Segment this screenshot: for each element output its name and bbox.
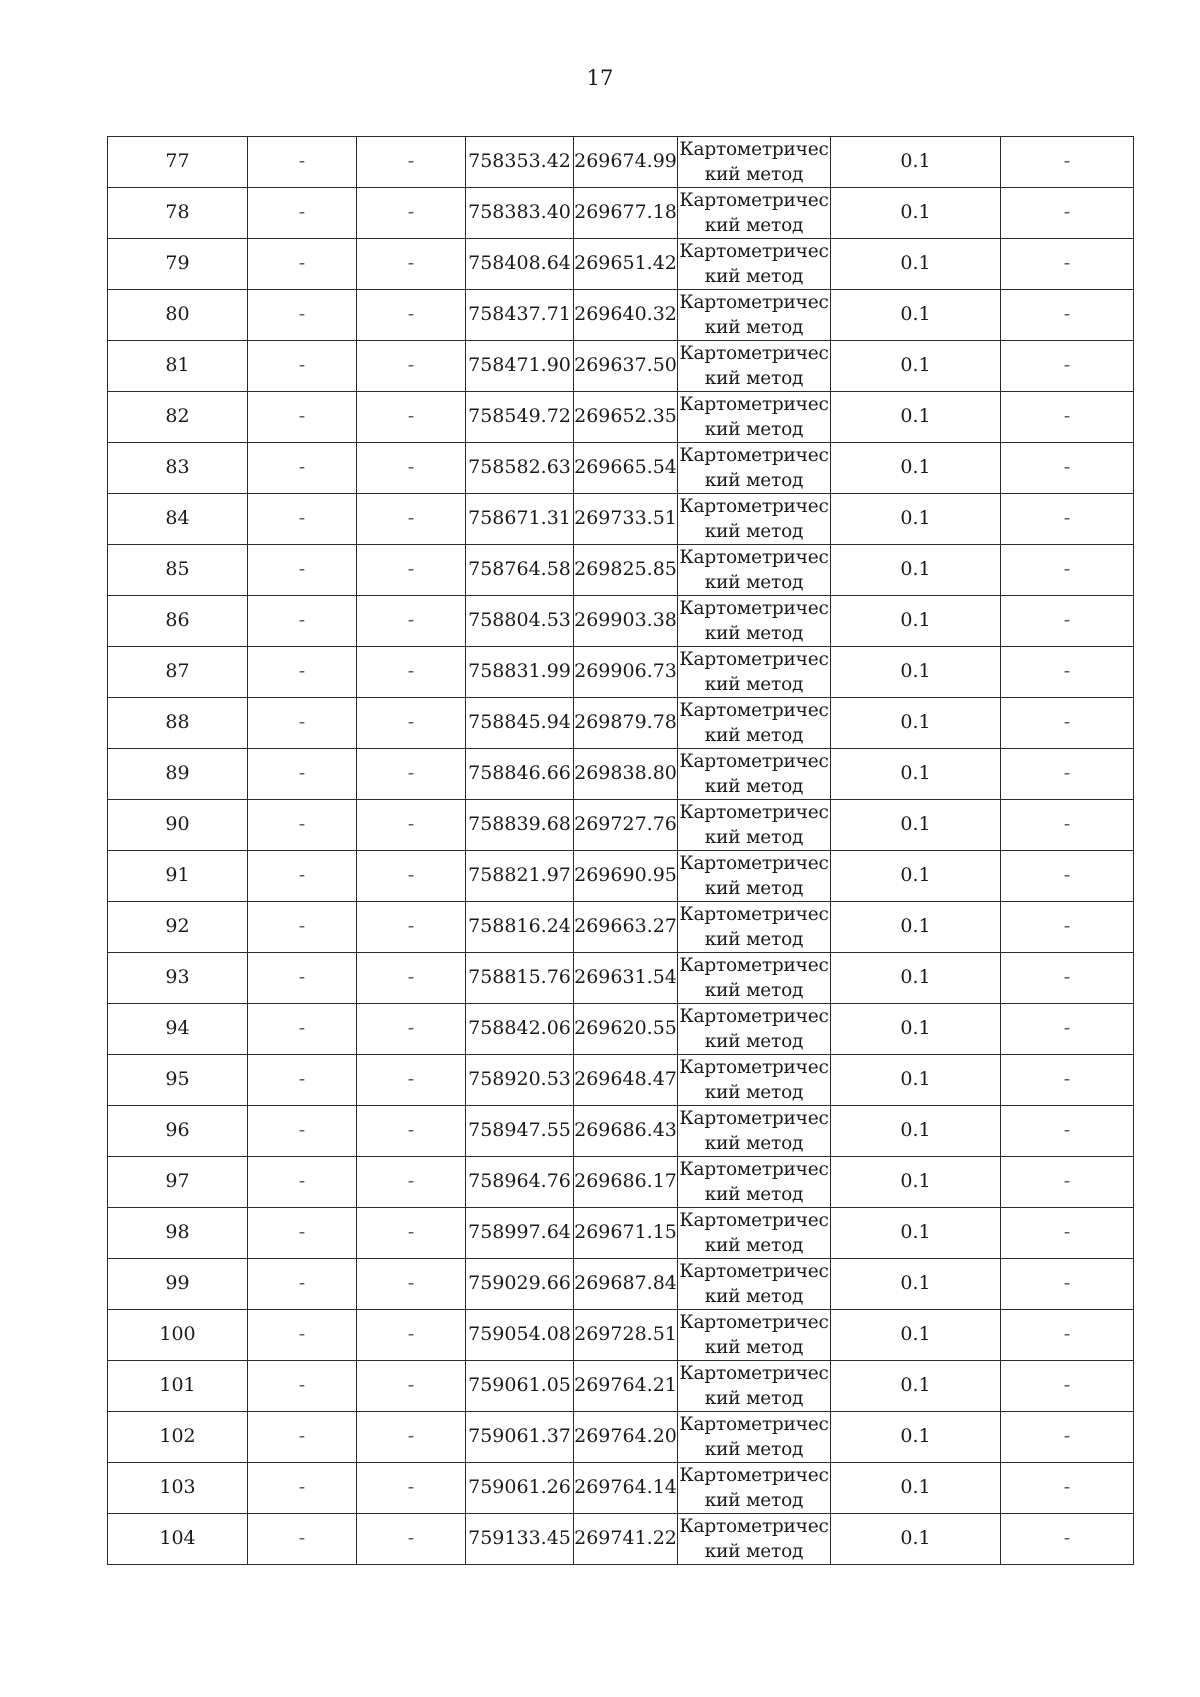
y-coordinate-cell: 269903.38 bbox=[574, 596, 678, 647]
method-cell: Картометричес кий метод bbox=[678, 188, 831, 239]
accuracy-cell: 0.1 bbox=[831, 545, 1001, 596]
table-row bbox=[108, 953, 1134, 1004]
empty-cell: - bbox=[248, 290, 357, 341]
point-number-cell: 93 bbox=[108, 953, 248, 1004]
empty-cell: - bbox=[357, 1412, 466, 1463]
empty-cell: - bbox=[248, 800, 357, 851]
empty-cell: - bbox=[248, 1004, 357, 1055]
empty-cell: - bbox=[248, 596, 357, 647]
empty-cell: - bbox=[1001, 953, 1134, 1004]
y-coordinate-cell: 269665.54 bbox=[574, 443, 678, 494]
empty-cell: - bbox=[1001, 239, 1134, 290]
empty-cell: - bbox=[357, 749, 466, 800]
table-row bbox=[108, 1361, 1134, 1412]
accuracy-cell: 0.1 bbox=[831, 239, 1001, 290]
empty-cell: - bbox=[1001, 1514, 1134, 1565]
empty-cell: - bbox=[248, 1310, 357, 1361]
x-coordinate-cell: 758582.63 bbox=[466, 443, 574, 494]
method-cell: Картометричес кий метод bbox=[678, 902, 831, 953]
point-number-cell: 92 bbox=[108, 902, 248, 953]
x-coordinate-cell: 758815.76 bbox=[466, 953, 574, 1004]
x-coordinate-cell: 759061.05 bbox=[466, 1361, 574, 1412]
empty-cell: - bbox=[357, 443, 466, 494]
method-cell: Картометричес кий метод bbox=[678, 494, 831, 545]
table-row bbox=[108, 1208, 1134, 1259]
empty-cell: - bbox=[357, 341, 466, 392]
table-row bbox=[108, 698, 1134, 749]
y-coordinate-cell: 269764.14 bbox=[574, 1463, 678, 1514]
empty-cell: - bbox=[248, 1259, 357, 1310]
table-row bbox=[108, 1106, 1134, 1157]
point-number-cell: 89 bbox=[108, 749, 248, 800]
empty-cell: - bbox=[248, 1361, 357, 1412]
method-cell: Картометричес кий метод bbox=[678, 341, 831, 392]
empty-cell: - bbox=[248, 1106, 357, 1157]
point-number-cell: 91 bbox=[108, 851, 248, 902]
empty-cell: - bbox=[357, 188, 466, 239]
point-number-cell: 84 bbox=[108, 494, 248, 545]
y-coordinate-cell: 269620.55 bbox=[574, 1004, 678, 1055]
table-row bbox=[108, 239, 1134, 290]
method-cell: Картометричес кий метод bbox=[678, 1055, 831, 1106]
accuracy-cell: 0.1 bbox=[831, 1310, 1001, 1361]
accuracy-cell: 0.1 bbox=[831, 1412, 1001, 1463]
y-coordinate-cell: 269825.85 bbox=[574, 545, 678, 596]
empty-cell: - bbox=[1001, 1055, 1134, 1106]
empty-cell: - bbox=[357, 851, 466, 902]
empty-cell: - bbox=[357, 1157, 466, 1208]
y-coordinate-cell: 269686.43 bbox=[574, 1106, 678, 1157]
y-coordinate-cell: 269677.18 bbox=[574, 188, 678, 239]
x-coordinate-cell: 759054.08 bbox=[466, 1310, 574, 1361]
empty-cell: - bbox=[248, 1055, 357, 1106]
empty-cell: - bbox=[248, 902, 357, 953]
empty-cell: - bbox=[248, 545, 357, 596]
empty-cell: - bbox=[1001, 1106, 1134, 1157]
point-number-cell: 100 bbox=[108, 1310, 248, 1361]
empty-cell: - bbox=[1001, 341, 1134, 392]
empty-cell: - bbox=[1001, 1208, 1134, 1259]
empty-cell: - bbox=[357, 137, 466, 188]
method-cell: Картометричес кий метод bbox=[678, 545, 831, 596]
empty-cell: - bbox=[1001, 851, 1134, 902]
empty-cell: - bbox=[357, 1361, 466, 1412]
point-number-cell: 94 bbox=[108, 1004, 248, 1055]
table-row bbox=[108, 749, 1134, 800]
method-cell: Картометричес кий метод bbox=[678, 851, 831, 902]
y-coordinate-cell: 269651.42 bbox=[574, 239, 678, 290]
empty-cell: - bbox=[248, 698, 357, 749]
empty-cell: - bbox=[1001, 1463, 1134, 1514]
method-cell: Картометричес кий метод bbox=[678, 953, 831, 1004]
empty-cell: - bbox=[1001, 290, 1134, 341]
empty-cell: - bbox=[248, 1412, 357, 1463]
x-coordinate-cell: 759061.26 bbox=[466, 1463, 574, 1514]
method-cell: Картометричес кий метод bbox=[678, 1157, 831, 1208]
empty-cell: - bbox=[248, 239, 357, 290]
y-coordinate-cell: 269764.20 bbox=[574, 1412, 678, 1463]
x-coordinate-cell: 758804.53 bbox=[466, 596, 574, 647]
accuracy-cell: 0.1 bbox=[831, 341, 1001, 392]
empty-cell: - bbox=[357, 239, 466, 290]
x-coordinate-cell: 758964.76 bbox=[466, 1157, 574, 1208]
accuracy-cell: 0.1 bbox=[831, 443, 1001, 494]
x-coordinate-cell: 758846.66 bbox=[466, 749, 574, 800]
y-coordinate-cell: 269663.27 bbox=[574, 902, 678, 953]
accuracy-cell: 0.1 bbox=[831, 1259, 1001, 1310]
y-coordinate-cell: 269690.95 bbox=[574, 851, 678, 902]
y-coordinate-cell: 269686.17 bbox=[574, 1157, 678, 1208]
point-number-cell: 97 bbox=[108, 1157, 248, 1208]
accuracy-cell: 0.1 bbox=[831, 1004, 1001, 1055]
x-coordinate-cell: 758821.97 bbox=[466, 851, 574, 902]
method-cell: Картометричес кий метод bbox=[678, 698, 831, 749]
table-row bbox=[108, 851, 1134, 902]
empty-cell: - bbox=[248, 953, 357, 1004]
empty-cell: - bbox=[1001, 1310, 1134, 1361]
table-row bbox=[108, 1310, 1134, 1361]
method-cell: Картометричес кий метод bbox=[678, 1208, 831, 1259]
y-coordinate-cell: 269728.51 bbox=[574, 1310, 678, 1361]
x-coordinate-cell: 758842.06 bbox=[466, 1004, 574, 1055]
accuracy-cell: 0.1 bbox=[831, 647, 1001, 698]
method-cell: Картометричес кий метод bbox=[678, 392, 831, 443]
table-row bbox=[108, 290, 1134, 341]
empty-cell: - bbox=[248, 1463, 357, 1514]
empty-cell: - bbox=[357, 1310, 466, 1361]
empty-cell: - bbox=[1001, 1004, 1134, 1055]
x-coordinate-cell: 758549.72 bbox=[466, 392, 574, 443]
empty-cell: - bbox=[248, 851, 357, 902]
coordinates-table bbox=[107, 136, 1134, 1565]
accuracy-cell: 0.1 bbox=[831, 1361, 1001, 1412]
point-number-cell: 99 bbox=[108, 1259, 248, 1310]
table-row bbox=[108, 1463, 1134, 1514]
point-number-cell: 88 bbox=[108, 698, 248, 749]
accuracy-cell: 0.1 bbox=[831, 1514, 1001, 1565]
page-number: 17 bbox=[586, 66, 614, 90]
y-coordinate-cell: 269906.73 bbox=[574, 647, 678, 698]
y-coordinate-cell: 269640.32 bbox=[574, 290, 678, 341]
accuracy-cell: 0.1 bbox=[831, 494, 1001, 545]
accuracy-cell: 0.1 bbox=[831, 698, 1001, 749]
point-number-cell: 90 bbox=[108, 800, 248, 851]
empty-cell: - bbox=[1001, 1259, 1134, 1310]
table-row bbox=[108, 392, 1134, 443]
method-cell: Картометричес кий метод bbox=[678, 1004, 831, 1055]
y-coordinate-cell: 269879.78 bbox=[574, 698, 678, 749]
x-coordinate-cell: 758383.40 bbox=[466, 188, 574, 239]
accuracy-cell: 0.1 bbox=[831, 137, 1001, 188]
x-coordinate-cell: 758831.99 bbox=[466, 647, 574, 698]
method-cell: Картометричес кий метод bbox=[678, 1412, 831, 1463]
point-number-cell: 102 bbox=[108, 1412, 248, 1463]
empty-cell: - bbox=[1001, 545, 1134, 596]
x-coordinate-cell: 758947.55 bbox=[466, 1106, 574, 1157]
accuracy-cell: 0.1 bbox=[831, 1055, 1001, 1106]
empty-cell: - bbox=[1001, 902, 1134, 953]
empty-cell: - bbox=[1001, 800, 1134, 851]
table-row bbox=[108, 1412, 1134, 1463]
empty-cell: - bbox=[1001, 596, 1134, 647]
method-cell: Картометричес кий метод bbox=[678, 239, 831, 290]
point-number-cell: 87 bbox=[108, 647, 248, 698]
accuracy-cell: 0.1 bbox=[831, 902, 1001, 953]
point-number-cell: 79 bbox=[108, 239, 248, 290]
empty-cell: - bbox=[357, 1514, 466, 1565]
method-cell: Картометричес кий метод bbox=[678, 1310, 831, 1361]
method-cell: Картометричес кий метод bbox=[678, 800, 831, 851]
table-row bbox=[108, 647, 1134, 698]
empty-cell: - bbox=[248, 392, 357, 443]
table-row bbox=[108, 596, 1134, 647]
x-coordinate-cell: 758997.64 bbox=[466, 1208, 574, 1259]
empty-cell: - bbox=[1001, 137, 1134, 188]
x-coordinate-cell: 758816.24 bbox=[466, 902, 574, 953]
accuracy-cell: 0.1 bbox=[831, 392, 1001, 443]
point-number-cell: 78 bbox=[108, 188, 248, 239]
method-cell: Картометричес кий метод bbox=[678, 290, 831, 341]
x-coordinate-cell: 758845.94 bbox=[466, 698, 574, 749]
empty-cell: - bbox=[357, 647, 466, 698]
point-number-cell: 83 bbox=[108, 443, 248, 494]
point-number-cell: 82 bbox=[108, 392, 248, 443]
empty-cell: - bbox=[1001, 1361, 1134, 1412]
empty-cell: - bbox=[1001, 443, 1134, 494]
empty-cell: - bbox=[357, 494, 466, 545]
accuracy-cell: 0.1 bbox=[831, 1157, 1001, 1208]
method-cell: Картометричес кий метод bbox=[678, 596, 831, 647]
y-coordinate-cell: 269637.50 bbox=[574, 341, 678, 392]
y-coordinate-cell: 269741.22 bbox=[574, 1514, 678, 1565]
y-coordinate-cell: 269674.99 bbox=[574, 137, 678, 188]
table-row bbox=[108, 1157, 1134, 1208]
empty-cell: - bbox=[1001, 749, 1134, 800]
empty-cell: - bbox=[357, 290, 466, 341]
empty-cell: - bbox=[357, 953, 466, 1004]
method-cell: Картометричес кий метод bbox=[678, 443, 831, 494]
empty-cell: - bbox=[1001, 698, 1134, 749]
point-number-cell: 95 bbox=[108, 1055, 248, 1106]
x-coordinate-cell: 758408.64 bbox=[466, 239, 574, 290]
empty-cell: - bbox=[357, 596, 466, 647]
y-coordinate-cell: 269648.47 bbox=[574, 1055, 678, 1106]
y-coordinate-cell: 269687.84 bbox=[574, 1259, 678, 1310]
y-coordinate-cell: 269838.80 bbox=[574, 749, 678, 800]
empty-cell: - bbox=[1001, 647, 1134, 698]
method-cell: Картометричес кий метод bbox=[678, 1514, 831, 1565]
empty-cell: - bbox=[357, 698, 466, 749]
point-number-cell: 81 bbox=[108, 341, 248, 392]
y-coordinate-cell: 269733.51 bbox=[574, 494, 678, 545]
y-coordinate-cell: 269671.15 bbox=[574, 1208, 678, 1259]
point-number-cell: 96 bbox=[108, 1106, 248, 1157]
table-row bbox=[108, 1259, 1134, 1310]
empty-cell: - bbox=[357, 1208, 466, 1259]
x-coordinate-cell: 758671.31 bbox=[466, 494, 574, 545]
point-number-cell: 98 bbox=[108, 1208, 248, 1259]
method-cell: Картометричес кий метод bbox=[678, 647, 831, 698]
empty-cell: - bbox=[357, 392, 466, 443]
x-coordinate-cell: 759133.45 bbox=[466, 1514, 574, 1565]
empty-cell: - bbox=[357, 1106, 466, 1157]
point-number-cell: 104 bbox=[108, 1514, 248, 1565]
point-number-cell: 86 bbox=[108, 596, 248, 647]
method-cell: Картометричес кий метод bbox=[678, 137, 831, 188]
empty-cell: - bbox=[357, 1463, 466, 1514]
x-coordinate-cell: 758437.71 bbox=[466, 290, 574, 341]
accuracy-cell: 0.1 bbox=[831, 851, 1001, 902]
table-row bbox=[108, 902, 1134, 953]
method-cell: Картометричес кий метод bbox=[678, 1463, 831, 1514]
empty-cell: - bbox=[248, 749, 357, 800]
accuracy-cell: 0.1 bbox=[831, 953, 1001, 1004]
empty-cell: - bbox=[248, 1514, 357, 1565]
empty-cell: - bbox=[248, 647, 357, 698]
method-cell: Картометричес кий метод bbox=[678, 1259, 831, 1310]
empty-cell: - bbox=[357, 800, 466, 851]
x-coordinate-cell: 758920.53 bbox=[466, 1055, 574, 1106]
empty-cell: - bbox=[248, 1208, 357, 1259]
x-coordinate-cell: 759061.37 bbox=[466, 1412, 574, 1463]
y-coordinate-cell: 269652.35 bbox=[574, 392, 678, 443]
point-number-cell: 85 bbox=[108, 545, 248, 596]
table-row bbox=[108, 188, 1134, 239]
y-coordinate-cell: 269764.21 bbox=[574, 1361, 678, 1412]
point-number-cell: 101 bbox=[108, 1361, 248, 1412]
empty-cell: - bbox=[1001, 494, 1134, 545]
accuracy-cell: 0.1 bbox=[831, 1208, 1001, 1259]
empty-cell: - bbox=[248, 1157, 357, 1208]
empty-cell: - bbox=[357, 1055, 466, 1106]
x-coordinate-cell: 758471.90 bbox=[466, 341, 574, 392]
accuracy-cell: 0.1 bbox=[831, 800, 1001, 851]
x-coordinate-cell: 758839.68 bbox=[466, 800, 574, 851]
table-row bbox=[108, 800, 1134, 851]
method-cell: Картометричес кий метод bbox=[678, 1361, 831, 1412]
empty-cell: - bbox=[357, 1004, 466, 1055]
accuracy-cell: 0.1 bbox=[831, 1463, 1001, 1514]
method-cell: Картометричес кий метод bbox=[678, 749, 831, 800]
table-row bbox=[108, 1004, 1134, 1055]
table-body bbox=[108, 137, 1134, 1565]
accuracy-cell: 0.1 bbox=[831, 188, 1001, 239]
point-number-cell: 77 bbox=[108, 137, 248, 188]
point-number-cell: 103 bbox=[108, 1463, 248, 1514]
x-coordinate-cell: 758353.42 bbox=[466, 137, 574, 188]
x-coordinate-cell: 758764.58 bbox=[466, 545, 574, 596]
table-row bbox=[108, 1514, 1134, 1565]
empty-cell: - bbox=[357, 902, 466, 953]
table-row bbox=[108, 545, 1134, 596]
empty-cell: - bbox=[248, 443, 357, 494]
accuracy-cell: 0.1 bbox=[831, 1106, 1001, 1157]
empty-cell: - bbox=[357, 545, 466, 596]
empty-cell: - bbox=[248, 188, 357, 239]
y-coordinate-cell: 269727.76 bbox=[574, 800, 678, 851]
empty-cell: - bbox=[1001, 392, 1134, 443]
method-cell: Картометричес кий метод bbox=[678, 1106, 831, 1157]
accuracy-cell: 0.1 bbox=[831, 290, 1001, 341]
empty-cell: - bbox=[248, 137, 357, 188]
y-coordinate-cell: 269631.54 bbox=[574, 953, 678, 1004]
table-row bbox=[108, 443, 1134, 494]
table-row bbox=[108, 341, 1134, 392]
empty-cell: - bbox=[1001, 1157, 1134, 1208]
x-coordinate-cell: 759029.66 bbox=[466, 1259, 574, 1310]
table-row bbox=[108, 137, 1134, 188]
table-row bbox=[108, 1055, 1134, 1106]
empty-cell: - bbox=[1001, 188, 1134, 239]
accuracy-cell: 0.1 bbox=[831, 749, 1001, 800]
empty-cell: - bbox=[248, 341, 357, 392]
empty-cell: - bbox=[357, 1259, 466, 1310]
table-row bbox=[108, 494, 1134, 545]
accuracy-cell: 0.1 bbox=[831, 596, 1001, 647]
point-number-cell: 80 bbox=[108, 290, 248, 341]
empty-cell: - bbox=[1001, 1412, 1134, 1463]
empty-cell: - bbox=[248, 494, 357, 545]
